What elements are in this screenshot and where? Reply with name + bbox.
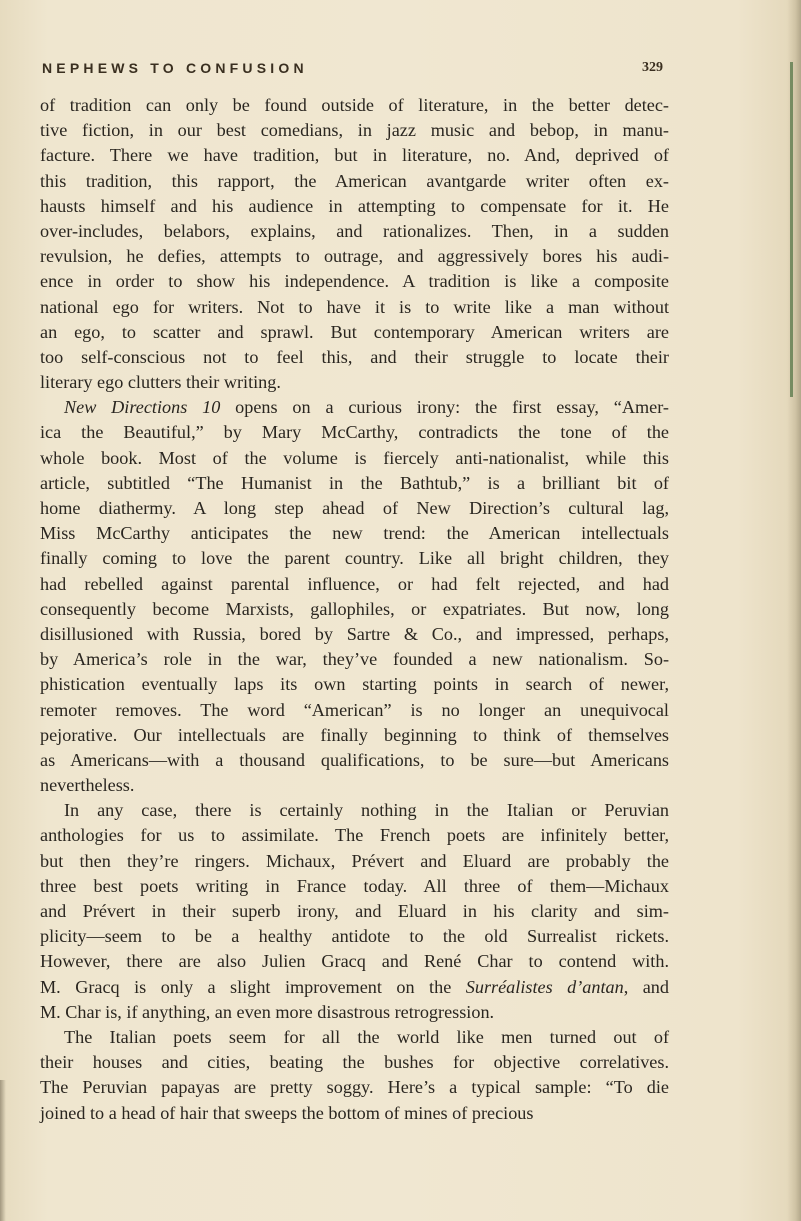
text-line: ence in order to show his independence. A tradition is like a composite — [40, 271, 669, 292]
paragraph — [40, 798, 669, 1025]
text-line: tive fiction, in our best comedians, in jazz music and bebop, in manu- — [40, 120, 669, 141]
text-line: by America’s role in the war, they’ve founded a new nationalism. So- — [40, 649, 669, 670]
margin-mark — [790, 62, 793, 397]
running-head: NEPHEWS TO CONFUSION — [42, 60, 308, 76]
text-line: home diathermy. A long step ahead of New Direction’s cultural lag, — [40, 498, 669, 518]
text-line: over-includes, belabors, explains, and rationalizes. Then, in a sudden — [40, 220, 669, 241]
text-line: but then they’re ringers. Michaux, Prévert and Eluard are probably the — [40, 850, 669, 871]
text-line: this tradition, this rapport, the American avantgarde writer often ex- — [40, 170, 669, 191]
text-line: literary ego clutters their writing. — [40, 372, 281, 393]
paragraph — [40, 395, 669, 798]
text-line: M. Gracq is only a slight improvement on the Surréalistes d’antan, and — [40, 976, 669, 997]
text-line: article, subtitled “The Humanist in the Bathtub,” is a brilliant bit of — [40, 472, 669, 493]
text-line: The Italian poets seem for all the world like men turned out of — [64, 1026, 669, 1047]
text-line: disillusioned with Russia, bored by Sartre & Co., and impressed, perhaps, — [40, 623, 669, 644]
text-line: revulsion, he defies, attempts to outrage, and aggressively bores his audi- — [40, 246, 669, 267]
text-line: had rebelled against parental influence, or had felt rejected, and had — [40, 573, 669, 594]
text-line: facture. There we have tradition, but in literature, no. And, deprived of — [40, 145, 669, 166]
binding-shadow — [0, 1080, 6, 1221]
text-line: as Americans—with a thousand qualifications, to be sure—but Americans — [40, 749, 669, 770]
text-line: plicity—seem to be a healthy antidote to the old Surrealist rickets. — [40, 926, 669, 947]
text-line: national ego for writers. Not to have it is to write like a man without — [40, 296, 669, 317]
text-line: of tradition can only be found outside of literature, in the better detec- — [40, 95, 669, 115]
paragraph — [40, 1025, 669, 1126]
body-text — [40, 93, 669, 1126]
text-line: M. Char is, if anything, an even more disastrous retrogression. — [40, 1001, 495, 1022]
text-line: an ego, to scatter and sprawl. But contemporary American writers are — [40, 321, 669, 342]
text-line: and Prévert in their superb irony, and Eluard in his clarity and sim- — [40, 901, 669, 921]
text-line: In any case, there is certainly nothing in the Italian or Peruvian — [64, 800, 669, 821]
text-line: However, there are also Julien Gracq and René Char to contend with. — [40, 951, 669, 972]
text-line: New Directions 10 opens on a curious irony: the first essay, “Amer- — [64, 397, 669, 418]
page-number: 329 — [642, 60, 663, 75]
text-line: joined to a head of hair that sweeps the bottom of mines of precious — [40, 1102, 534, 1123]
text-line: The Peruvian papayas are pretty soggy. Here’s a typical sample: “To die — [40, 1077, 669, 1098]
text-line: Miss McCarthy anticipates the new trend: the American intellectuals — [40, 523, 669, 544]
text-line: phistication eventually laps its own starting points in search of newer, — [40, 674, 669, 695]
text-line: pejorative. Our intellectuals are finally beginning to think of themselves — [40, 724, 669, 745]
text-line: whole book. Most of the volume is fiercely anti-nationalist, while this — [40, 447, 669, 468]
text-line: finally coming to love the parent country. Like all bright children, they — [40, 548, 669, 569]
text-line: three best poets writing in France today. All three of them—Michaux — [40, 875, 669, 896]
text-line: hausts himself and his audience in attempting to compensate for it. He — [40, 195, 669, 216]
text-line: anthologies for us to assimilate. The French poets are infinitely better, — [40, 825, 669, 846]
text-line: nevertheless. — [40, 775, 135, 796]
text-line: their houses and cities, beating the bushes for objective correlatives. — [40, 1052, 669, 1073]
text-line: ica the Beautiful,” by Mary McCarthy, contradicts the tone of the — [40, 422, 669, 443]
text-line: consequently become Marxists, gallophiles, or expatriates. But now, long — [40, 598, 669, 619]
text-line: remoter removes. The word “American” is no longer an unequivocal — [40, 699, 669, 720]
text-line: too self-conscious not to feel this, and their struggle to locate their — [40, 346, 669, 367]
paragraph — [40, 93, 669, 395]
